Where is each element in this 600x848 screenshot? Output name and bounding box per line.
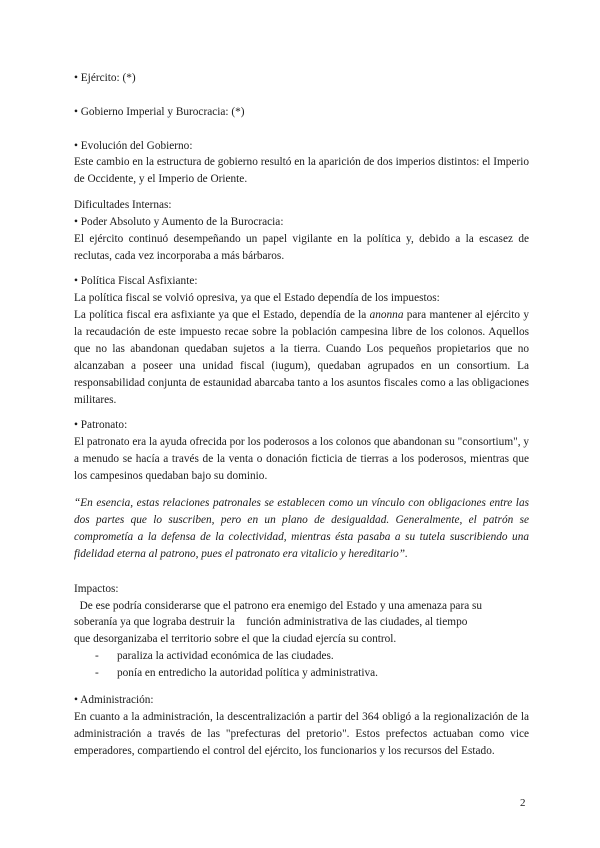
page-number: 2 [520, 797, 526, 809]
poder-absoluto-paragraph: El ejército continuó desempeñando un papel vigilante en la política y, debido a la escasez de reclutas, cada vez incorporaba a más bárbaros. [74, 233, 529, 262]
impactos-heading: Impactos: [74, 583, 119, 595]
politica-fiscal-paragraph [74, 307, 529, 409]
dificultades-heading: Dificultades Internas: [74, 199, 172, 211]
patronato-heading: • Patronato: [74, 419, 128, 431]
impactos-line-1: De ese podría considerarse que el patrono era enemigo del Estado y una amenaza para su [74, 600, 483, 612]
administracion-paragraph: En cuanto a la administración, la descentralización a partir del 364 obligó a la regionalización de la administración a través de las "prefecturas del pretorio". Estos prefectos actuaban como vice emperadores, compartiendo el control del ejército, los funcionarios y los recursos del Estado. [74, 711, 529, 757]
impactos-list-item [95, 665, 378, 682]
impactos-line-2: soberanía ya que lograba destruir la función administrativa de las ciudades, al tiempo [74, 616, 468, 628]
poder-absoluto-heading: • Poder Absoluto y Aumento de la Burocracia: [74, 216, 284, 228]
impactos-line-3: que desorganizaba el territorio sobre el que la ciudad ejercía su control. [74, 633, 397, 645]
politica-fiscal-heading: • Política Fiscal Asfixiante: [74, 275, 198, 287]
list-dash: - [95, 650, 99, 662]
list-item-text: paraliza la actividad económica de las ciudades. [117, 650, 334, 662]
impactos-list-item [95, 648, 334, 665]
patronato-quote: “En esencia, estas relaciones patronales se establecen como un vínculo con obligaciones entre las dos partes que lo suscriben, pero en un plano de desigualdad. Generalmente, el patrón se comprometía a la defensa de la colectividad, mientras ésta pasaba a su tutela suscribiendo una fidelidad eterna al patrono, pues el patronato era vitalicio y hereditario”. [74, 497, 529, 560]
evolucion-paragraph: Este cambio en la estructura de gobierno resultó en la aparición de dos imperios distintos: el Imperio de Occidente, y el Imperio de Oriente. [74, 156, 529, 185]
list-item-text: ponía en entredicho la autoridad política y administrativa. [117, 667, 378, 679]
gobierno-imperial-item: • Gobierno Imperial y Burocracia: (*) [74, 106, 245, 118]
ejercito-item: • Ejército: (*) [74, 72, 136, 84]
list-dash: - [95, 667, 99, 679]
evolucion-heading: • Evolución del Gobierno: [74, 140, 193, 152]
anonna-term: anonna [369, 309, 404, 321]
administracion-heading: • Administración: [74, 694, 154, 706]
patronato-paragraph: El patronato era la ayuda ofrecida por los poderosos a los colonos que abandonan su "consortium", y a menudo se hacía a través de la venta o donación ficticia de tierras a los poderosos, mientras que los campesinos quedaban bajo su dominio. [74, 436, 530, 482]
politica-fiscal-intro: La política fiscal se volvió opresiva, ya que el Estado dependía de los impuestos: [74, 292, 440, 304]
politica-fiscal-text-after: para mantener al ejército y la recaudación de este impuesto recae sobre la población campesina libre de los colonos. Aquellos que no las abandonan quedaban sujetos a la tierra. Cuando Los pequeños propietarios que no alcanzaban a poseer una unidad fiscal (iugum), quedaban agrupados en un consortium. La responsabilidad conjunta de estaunidad abarcaba tanto a los asuntos fiscales como a las obligaciones militares. [74, 309, 529, 406]
politica-fiscal-text-before: La política fiscal era asfixiante ya que el Estado, dependía de la [74, 309, 370, 321]
